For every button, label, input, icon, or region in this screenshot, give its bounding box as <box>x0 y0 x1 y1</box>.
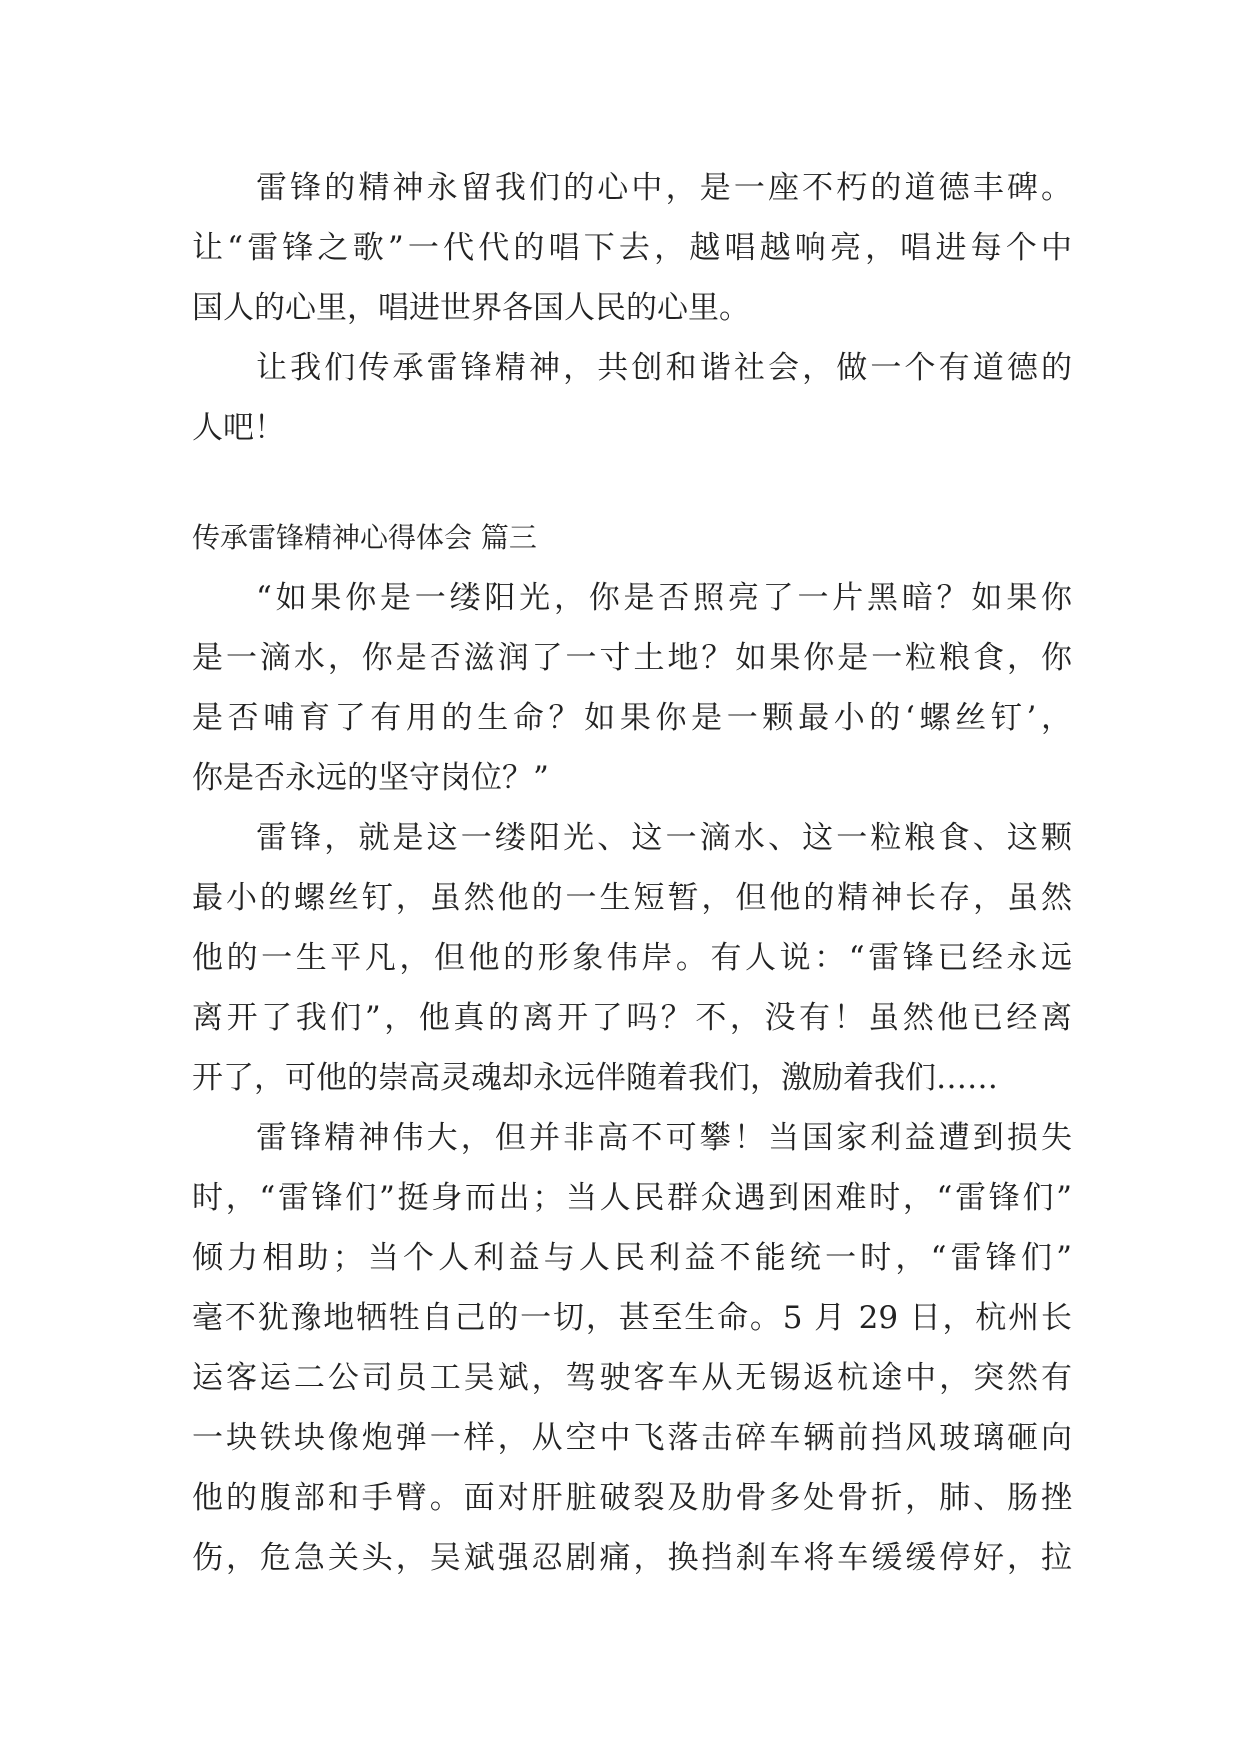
section-heading: 传承雷锋精神心得体会 篇三 <box>192 521 537 554</box>
paragraph-line: 伤，危急关头，吴斌强忍剧痛，换挡刹车将车缓缓停好，拉 <box>192 1540 1072 1576</box>
paragraph-line: 让我们传承雷锋精神，共创和谐社会，做一个有道德的 <box>256 350 1072 386</box>
paragraph-line: 最小的螺丝钉，虽然他的一生短暂，但他的精神长存，虽然 <box>192 880 1072 916</box>
paragraph-line: 一块铁块像炮弹一样，从空中飞落击碎车辆前挡风玻璃砸向 <box>192 1420 1072 1456</box>
paragraph-line: 是一滴水，你是否滋润了一寸土地？如果你是一粒粮食，你 <box>192 640 1072 676</box>
paragraph-line: 他的一生平凡，但他的形象伟岸。有人说：“雷锋已经永远 <box>192 940 1072 976</box>
paragraph-line: 雷锋的精神永留我们的心中，是一座不朽的道德丰碑。 <box>256 170 1072 206</box>
paragraph-line: 时，“雷锋们”挺身而出；当人民群众遇到困难时，“雷锋们” <box>192 1180 1072 1216</box>
paragraph-line: 开了，可他的崇高灵魂却永远伴随着我们，激励着我们…… <box>192 1060 998 1096</box>
paragraph-line: 让“雷锋之歌”一代代的唱下去，越唱越响亮，唱进每个中 <box>192 230 1072 266</box>
paragraph-line: 雷锋，就是这一缕阳光、这一滴水、这一粒粮食、这颗 <box>256 820 1072 856</box>
paragraph-line: 离开了我们”，他真的离开了吗？不，没有！虽然他已经离 <box>192 1000 1072 1036</box>
paragraph-line: 人吧！ <box>192 410 285 446</box>
paragraph-line: 他的腹部和手臂。面对肝脏破裂及肋骨多处骨折，肺、肠挫 <box>192 1480 1072 1516</box>
paragraph-line: 雷锋精神伟大，但并非高不可攀！当国家利益遭到损失 <box>256 1120 1072 1156</box>
paragraph-line: 是否哺育了有用的生命？如果你是一颗最小的‘螺丝钉’， <box>192 700 1072 736</box>
paragraph-line: “如果你是一缕阳光，你是否照亮了一片黑暗？如果你 <box>256 580 1072 616</box>
paragraph-line: 毫不犹豫地牺牲自己的一切，甚至生命。5 月 29 日，杭州长 <box>192 1300 1072 1336</box>
paragraph-line: 运客运二公司员工吴斌，驾驶客车从无锡返杭途中，突然有 <box>192 1360 1072 1396</box>
paragraph-line: 倾力相助；当个人利益与人民利益不能统一时，“雷锋们” <box>192 1240 1072 1276</box>
paragraph-line: 国人的心里，唱进世界各国人民的心里。 <box>192 290 750 326</box>
paragraph-line: 你是否永远的坚守岗位？” <box>192 760 549 796</box>
